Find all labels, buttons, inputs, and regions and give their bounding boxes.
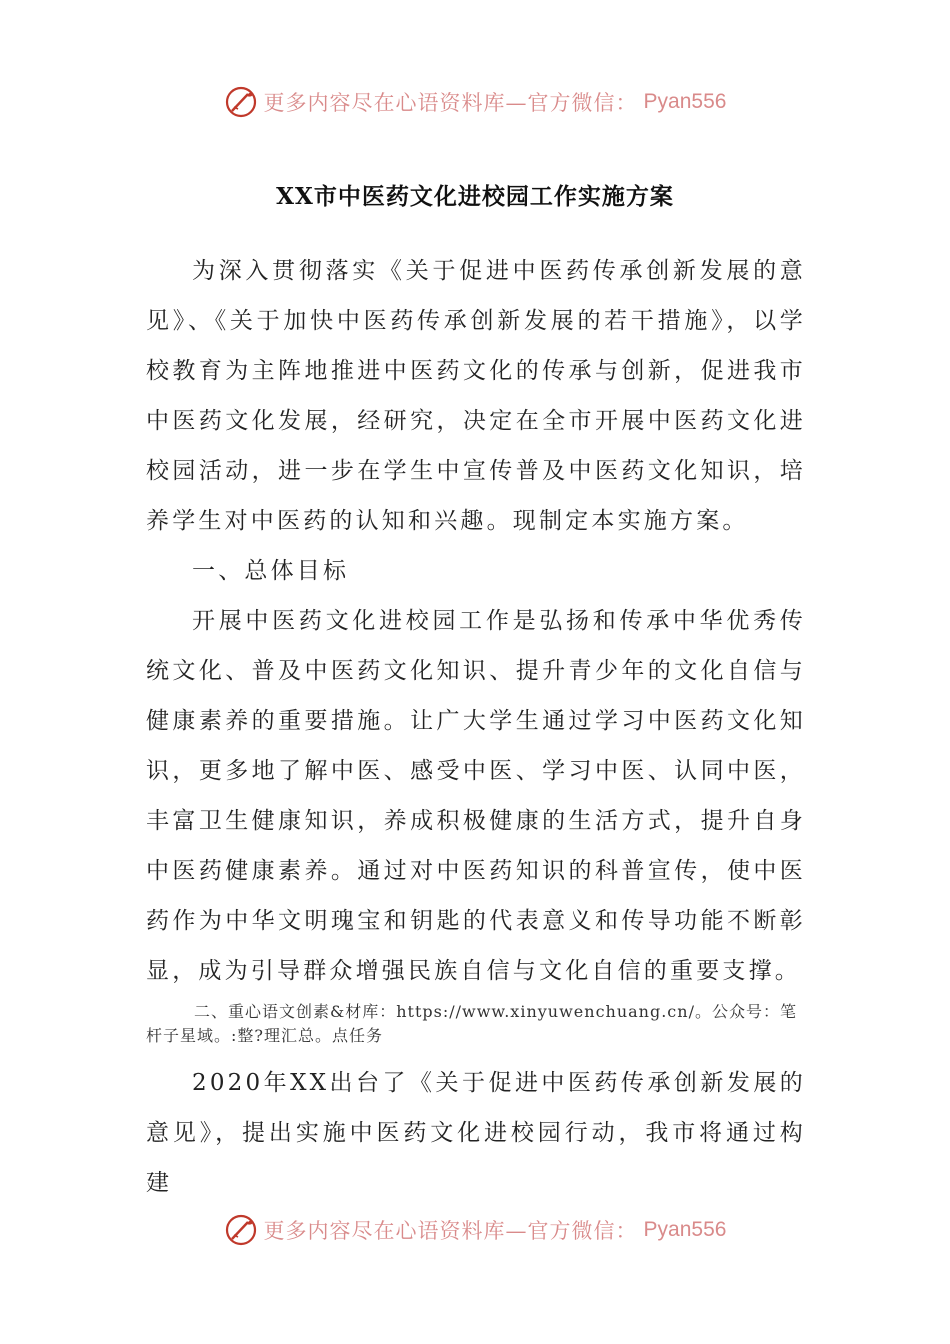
document-body xyxy=(146,246,806,1208)
header-watermark xyxy=(0,82,950,122)
footer-watermark xyxy=(0,1210,950,1250)
section-2-paragraph: 2020年XX出台了《关于促进中医药传承创新发展的意见》，提出实施中医药文化进校园行动，我市将通过构建 xyxy=(146,1070,806,1196)
quill-logo-icon xyxy=(224,1213,258,1247)
section-1-heading: 一、总体目标 xyxy=(192,558,350,584)
document-title: XX市中医药文化进校园工作实施方案 xyxy=(276,183,674,210)
watermark-text: 更多内容尽在心语资料库—官方微信： xyxy=(263,1219,638,1243)
section-1-paragraph: 开展中医药文化进校园工作是弘扬和传承中华优秀传统文化、普及中医药文化知识、提升青少年的文化自信与健康素养的重要措施。让广大学生通过学习中医药文化知识，更多地了解中医、感受中医、学习中医、认同中医，丰富卫生健康知识，养成积极健康的生活方式，提升自身中医药健康素养。通过对中医药知识的科普宣传，使中医药作为中华文明瑰宝和钥匙的代表意义和传导功能不断彰显，成为引导群众增强民族自信与文化自信的重要支撑。 xyxy=(146,608,806,984)
watermark-wechat-id: Pyan556 xyxy=(643,1218,727,1241)
intro-paragraph: 为深入贯彻落实《关于促进中医药传承创新发展的意见》、《关于加快中医药传承创新发展的若干措施》，以学校教育为主阵地推进中医药文化的传承与创新，促进我市中医药文化发展，经研究，决定在全市开展中医药文化进校园活动，进一步在学生中宣传普及中医药文化知识，培养学生对中医药的认知和兴趣。现制定本实施方案。 xyxy=(146,258,806,534)
watermark-wechat-id: Pyan556 xyxy=(643,90,727,113)
quill-logo-icon xyxy=(224,85,258,119)
watermark-text: 更多内容尽在心语资料库—官方微信： xyxy=(263,91,638,115)
section-2-heading: 二、重心语文创素&材库：https://www.xinyuwenchuang.cn/。公众号：笔杆子星域。:整?理汇总。点任务 xyxy=(146,1002,797,1045)
